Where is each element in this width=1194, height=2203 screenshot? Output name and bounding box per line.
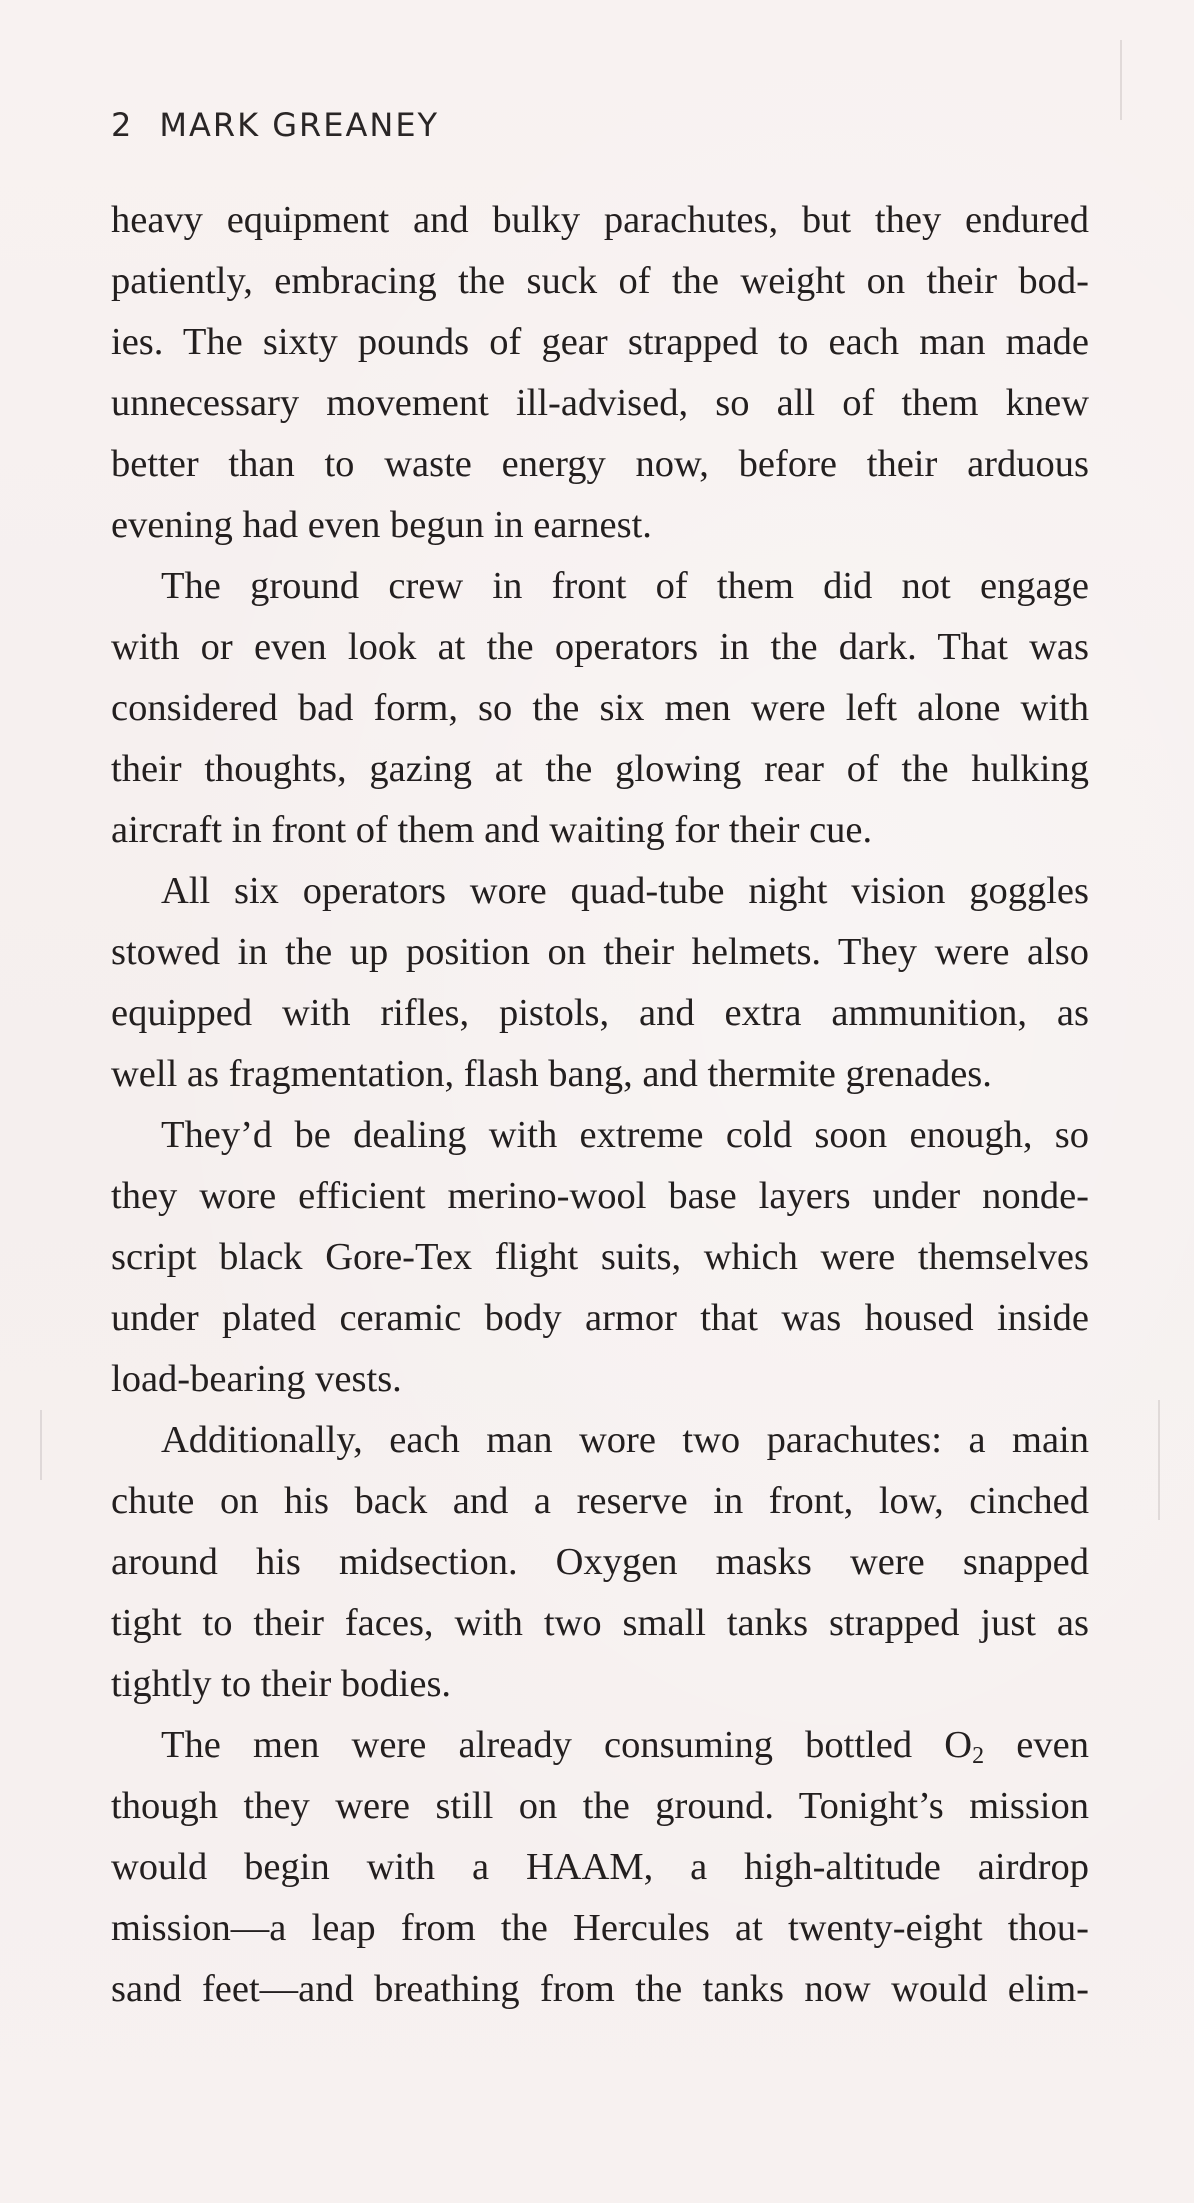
text-line: script black Gore-Tex flight suits, which were themselves [111,1236,1089,1278]
text-line: equipped with rifles, pistols, and extra ammunition, as [111,992,1089,1034]
page-number: 2 [111,106,134,144]
running-header [111,106,439,144]
text-line: aircraft in front of them and waiting for their cue. [111,809,873,851]
running-head-author: MARK GREANEY [159,106,440,144]
scan-mark [40,1410,42,1480]
paragraph [111,861,1089,1105]
text-line: They’d be dealing with extreme cold soon enough, so [161,1114,1089,1156]
text-line: unnecessary movement ill-advised, so all of them knew [111,382,1089,424]
text-line: better than to waste energy now, before their arduous [111,443,1089,485]
text-line [111,1715,1089,1776]
text-line: Additionally, each man wore two parachutes: a main [161,1419,1089,1461]
text-line: mission—a leap from the Hercules at twenty-eight thou- [111,1907,1089,1949]
paragraph [111,556,1089,861]
text-line: considered bad form, so the six men were left alone with [111,687,1089,729]
text-segment: The men were already consuming bottled O [161,1724,973,1766]
text-line: well as fragmentation, flash bang, and thermite grenades. [111,1053,992,1095]
text-line: patiently, embracing the suck of the weight on their bod- [111,260,1089,302]
text-line: chute on his back and a reserve in front, low, cinched [111,1480,1089,1522]
text-line: stowed in the up position on their helmets. They were also [111,931,1089,973]
text-line: tightly to their bodies. [111,1663,452,1705]
text-line: with or even look at the operators in the dark. That was [111,626,1089,668]
text-line: around his midsection. Oxygen masks were snapped [111,1541,1089,1583]
paragraph [111,1715,1089,2020]
text-line: load-bearing vests. [111,1358,402,1400]
text-line: evening had even begun in earnest. [111,504,652,546]
text-segment: even [984,1724,1089,1766]
text-line: their thoughts, gazing at the glowing rear of the hulking [111,748,1089,790]
scan-mark [1158,1400,1160,1520]
paragraph [111,1105,1089,1410]
text-line: tight to their faces, with two small tanks strapped just as [111,1602,1089,1644]
subscript: 2 [972,1743,985,1769]
text-line: sand feet—and breathing from the tanks now would elim- [111,1968,1089,2010]
text-line: under plated ceramic body armor that was housed inside [111,1297,1089,1339]
text-line: they wore efficient merino-wool base layers under nonde- [111,1175,1089,1217]
text-line: though they were still on the ground. Tonight’s mission [111,1785,1089,1827]
paragraph [111,190,1089,556]
scan-mark [1120,40,1122,120]
text-line: All six operators wore quad-tube night vision goggles [161,870,1089,912]
text-line: heavy equipment and bulky parachutes, but they endured [111,199,1089,241]
paragraph [111,1410,1089,1715]
body-text [111,190,1089,2020]
text-line: ies. The sixty pounds of gear strapped to each man made [111,321,1089,363]
text-line: would begin with a HAAM, a high-altitude airdrop [111,1846,1089,1888]
text-line: The ground crew in front of them did not engage [161,565,1089,607]
